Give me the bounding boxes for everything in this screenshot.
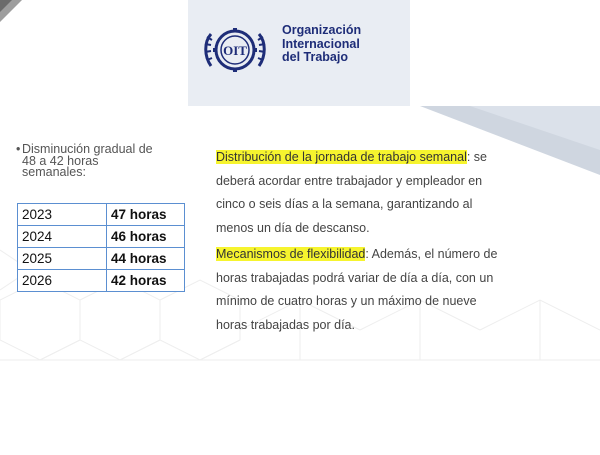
paragraph-line-3: cinco o seis días a la semana, garantizando al (216, 197, 473, 211)
year-cell: 2024 (18, 226, 107, 248)
flexibility-heading: Mecanismos de flexibilidad (216, 247, 366, 261)
paragraph-line-4: menos un día de descanso. (216, 220, 370, 235)
paragraph-line-3: mínimo de cuatro horas y un máximo de nueve (216, 294, 477, 308)
paragraph-line-4: horas trabajadas por día. (216, 317, 355, 332)
bullet-line-2: 48 a 42 horas (22, 153, 99, 168)
hours-cell: 46 horas (107, 226, 185, 248)
bullet-line-1: Disminución gradual de (22, 142, 153, 156)
logo-header (188, 0, 410, 106)
table-row (18, 248, 185, 270)
org-name-line-3: del Trabajo (282, 50, 348, 64)
org-name-line-2: Internacional (282, 36, 360, 51)
table-row (18, 204, 185, 226)
org-name-line-1: Organización (282, 23, 362, 37)
distribution-heading: Distribución de la jornada de trabajo semanal (216, 150, 467, 164)
flexibility-paragraph (216, 243, 546, 337)
year-cell: 2023 (18, 204, 107, 226)
hours-cell: 44 horas (107, 248, 185, 270)
paragraph-line-1 (216, 243, 546, 267)
emblem-letters: OIT (223, 43, 247, 58)
bullet-dot-icon: • (16, 142, 21, 156)
distribution-paragraph (216, 146, 546, 240)
ilo-emblem-icon (202, 22, 268, 80)
bullet-line-3: semanales: (22, 165, 86, 179)
hours-cell: 42 horas (107, 270, 185, 292)
year-cell: 2025 (18, 248, 107, 270)
table-row (18, 226, 185, 248)
paragraph-line-2: deberá acordar entre trabajador y empleador en (216, 173, 483, 188)
organization-name (282, 24, 361, 65)
table-row (18, 270, 185, 292)
corner-decoration (0, 0, 30, 30)
paragraph-line-2: horas trabajadas podrá variar de día a día, con un (216, 270, 494, 285)
year-cell: 2026 (18, 270, 107, 292)
flexibility-heading-suffix: : Además, el número de (365, 247, 498, 261)
distribution-heading-suffix: : se (466, 150, 487, 164)
hours-cell: 47 horas (107, 204, 185, 226)
reduction-bullet (16, 142, 192, 179)
paragraph-line-1 (216, 146, 546, 170)
hours-table (17, 203, 185, 292)
